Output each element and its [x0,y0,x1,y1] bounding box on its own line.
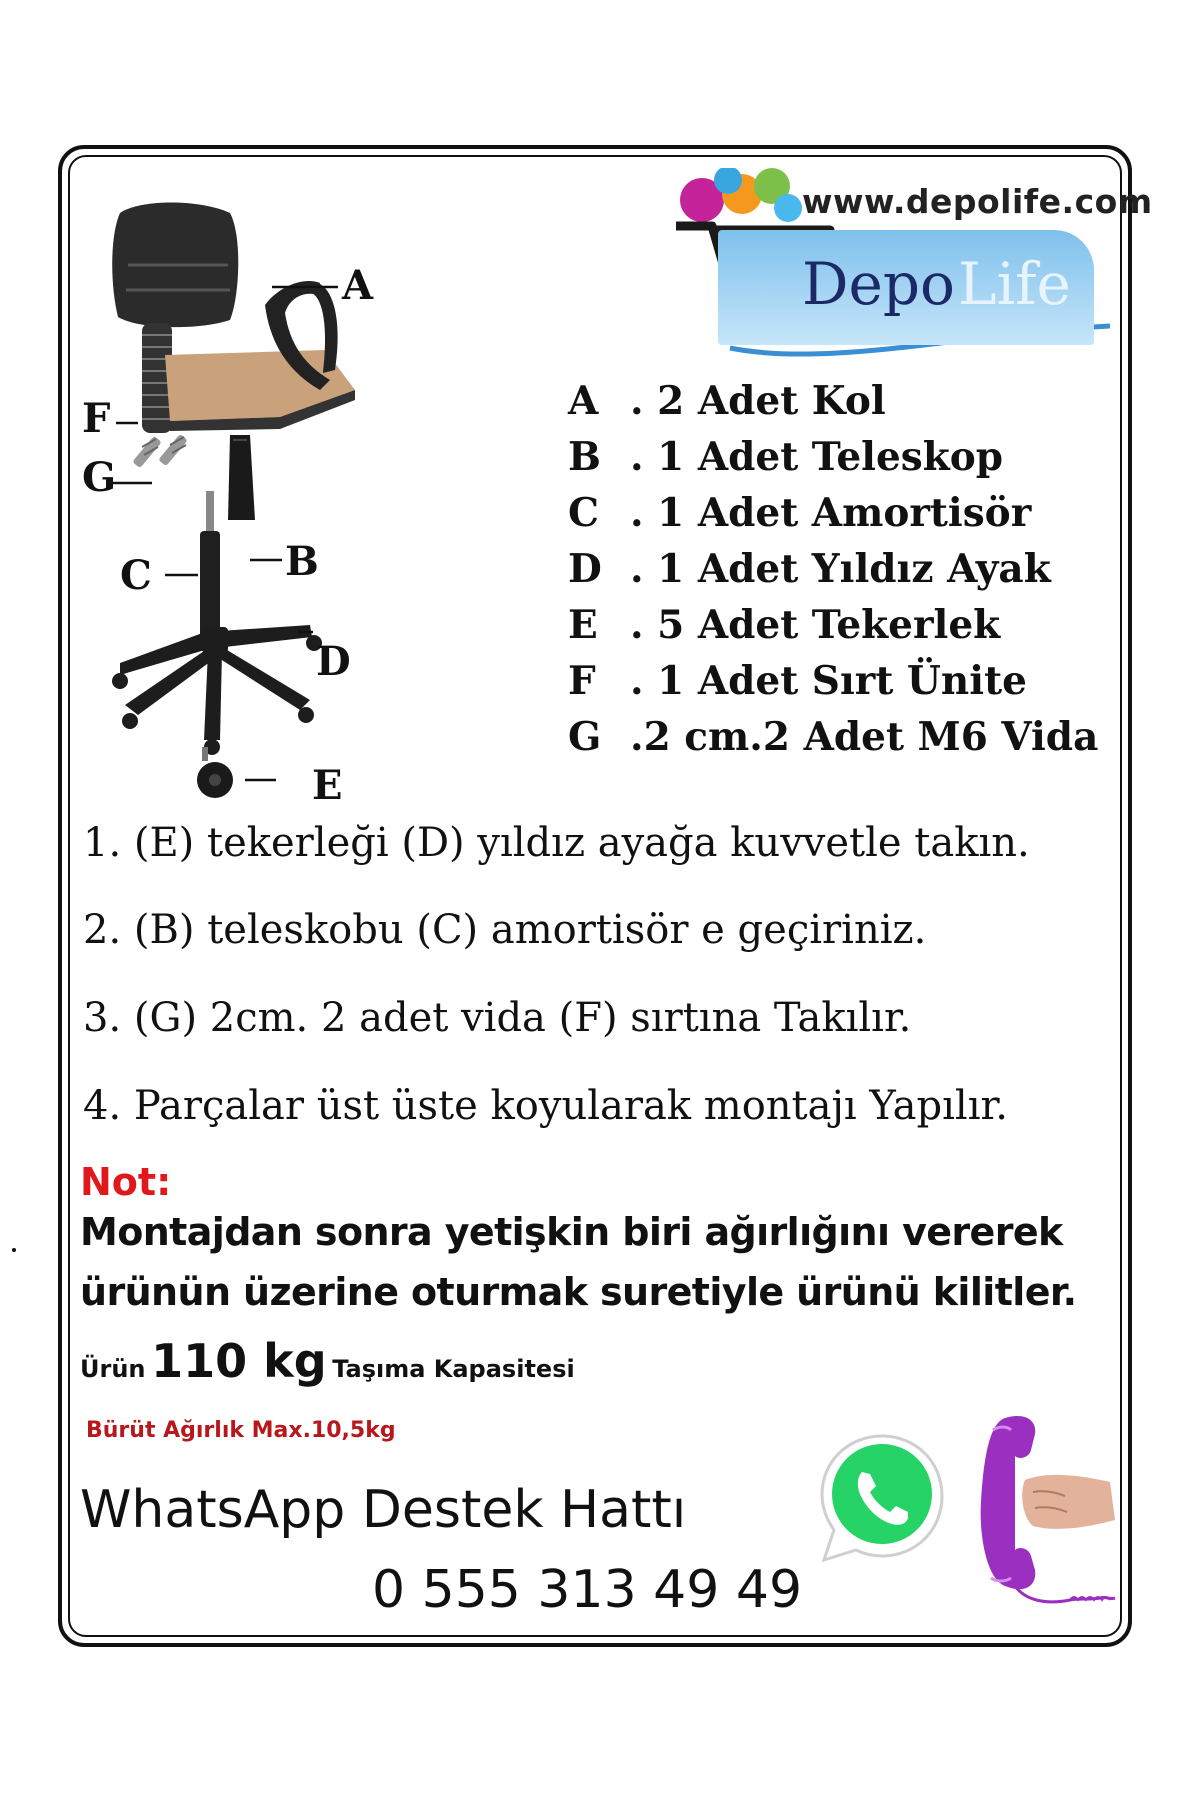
step-2: 2. (B) teleskobu (C) amortisör e geçiriniz. [83,907,927,953]
diagram-letter-a: A [342,262,374,309]
whatsapp-icon [812,1428,952,1568]
chair-parts-diagram [80,195,480,815]
step-4: 4. Parçalar üst üste koyularak montajı Yapılır. [83,1083,1008,1129]
capacity-suffix: Taşıma Kapasitesi [332,1355,575,1383]
telescope-part [228,435,255,520]
star-base-part [112,625,322,755]
note-line-1: Montajdan sonra yetişkin biri ağırlığını vererek [80,1210,1063,1254]
support-phone-number: 0 555 313 49 49 [372,1560,803,1620]
diagram-letter-c: C [120,552,152,599]
whatsapp-support-title: WhatsApp Destek Hattı [80,1480,687,1540]
step-3: 3. (G) 2cm. 2 adet vida (F) sırtına Takılır. [83,995,912,1041]
diagram-letter-b: B [285,538,319,585]
capacity-prefix: Ürün [80,1355,146,1383]
part-row-f: F . 1 Adet Sırt Ünite [568,658,1027,704]
diagram-letter-f: F [82,395,111,442]
part-row-b: B . 1 Adet Teleskop [568,434,1004,480]
part-row-c: C . 1 Adet Amortisör [568,490,1032,536]
diagram-letter-d: D [316,638,351,685]
diagram-letter-e: E [312,762,343,809]
part-row-a: A . 2 Adet Kol [568,378,886,424]
screws-part [132,434,188,468]
step-1: 1. (E) tekerleği (D) yıldız ayağa kuvvetle takın. [83,820,1030,866]
gross-weight: Bürüt Ağırlık Max.10,5kg [86,1418,396,1443]
part-row-g: G .2 cm.2 Adet M6 Vida [568,714,1099,760]
logo-url: www.depolife.com [802,182,1153,221]
capacity-value: 110 kg [151,1334,327,1388]
logo-name-life: Life [958,250,1071,318]
diagram-letter-g: G [82,454,117,501]
logo-name-depo: Depo [802,250,955,318]
telephone-handset-icon [975,1410,1125,1615]
note-line-2: ürünün üzerine oturmak suretiyle ürünü kilitler. [80,1270,1077,1314]
part-row-e: E . 5 Adet Tekerlek [568,602,1001,648]
caster-part [197,747,233,798]
part-row-d: D . 1 Adet Yıldız Ayak [568,546,1051,592]
capacity-line [80,1334,575,1388]
note-title: Not: [80,1160,172,1204]
stray-dot [12,1248,16,1252]
